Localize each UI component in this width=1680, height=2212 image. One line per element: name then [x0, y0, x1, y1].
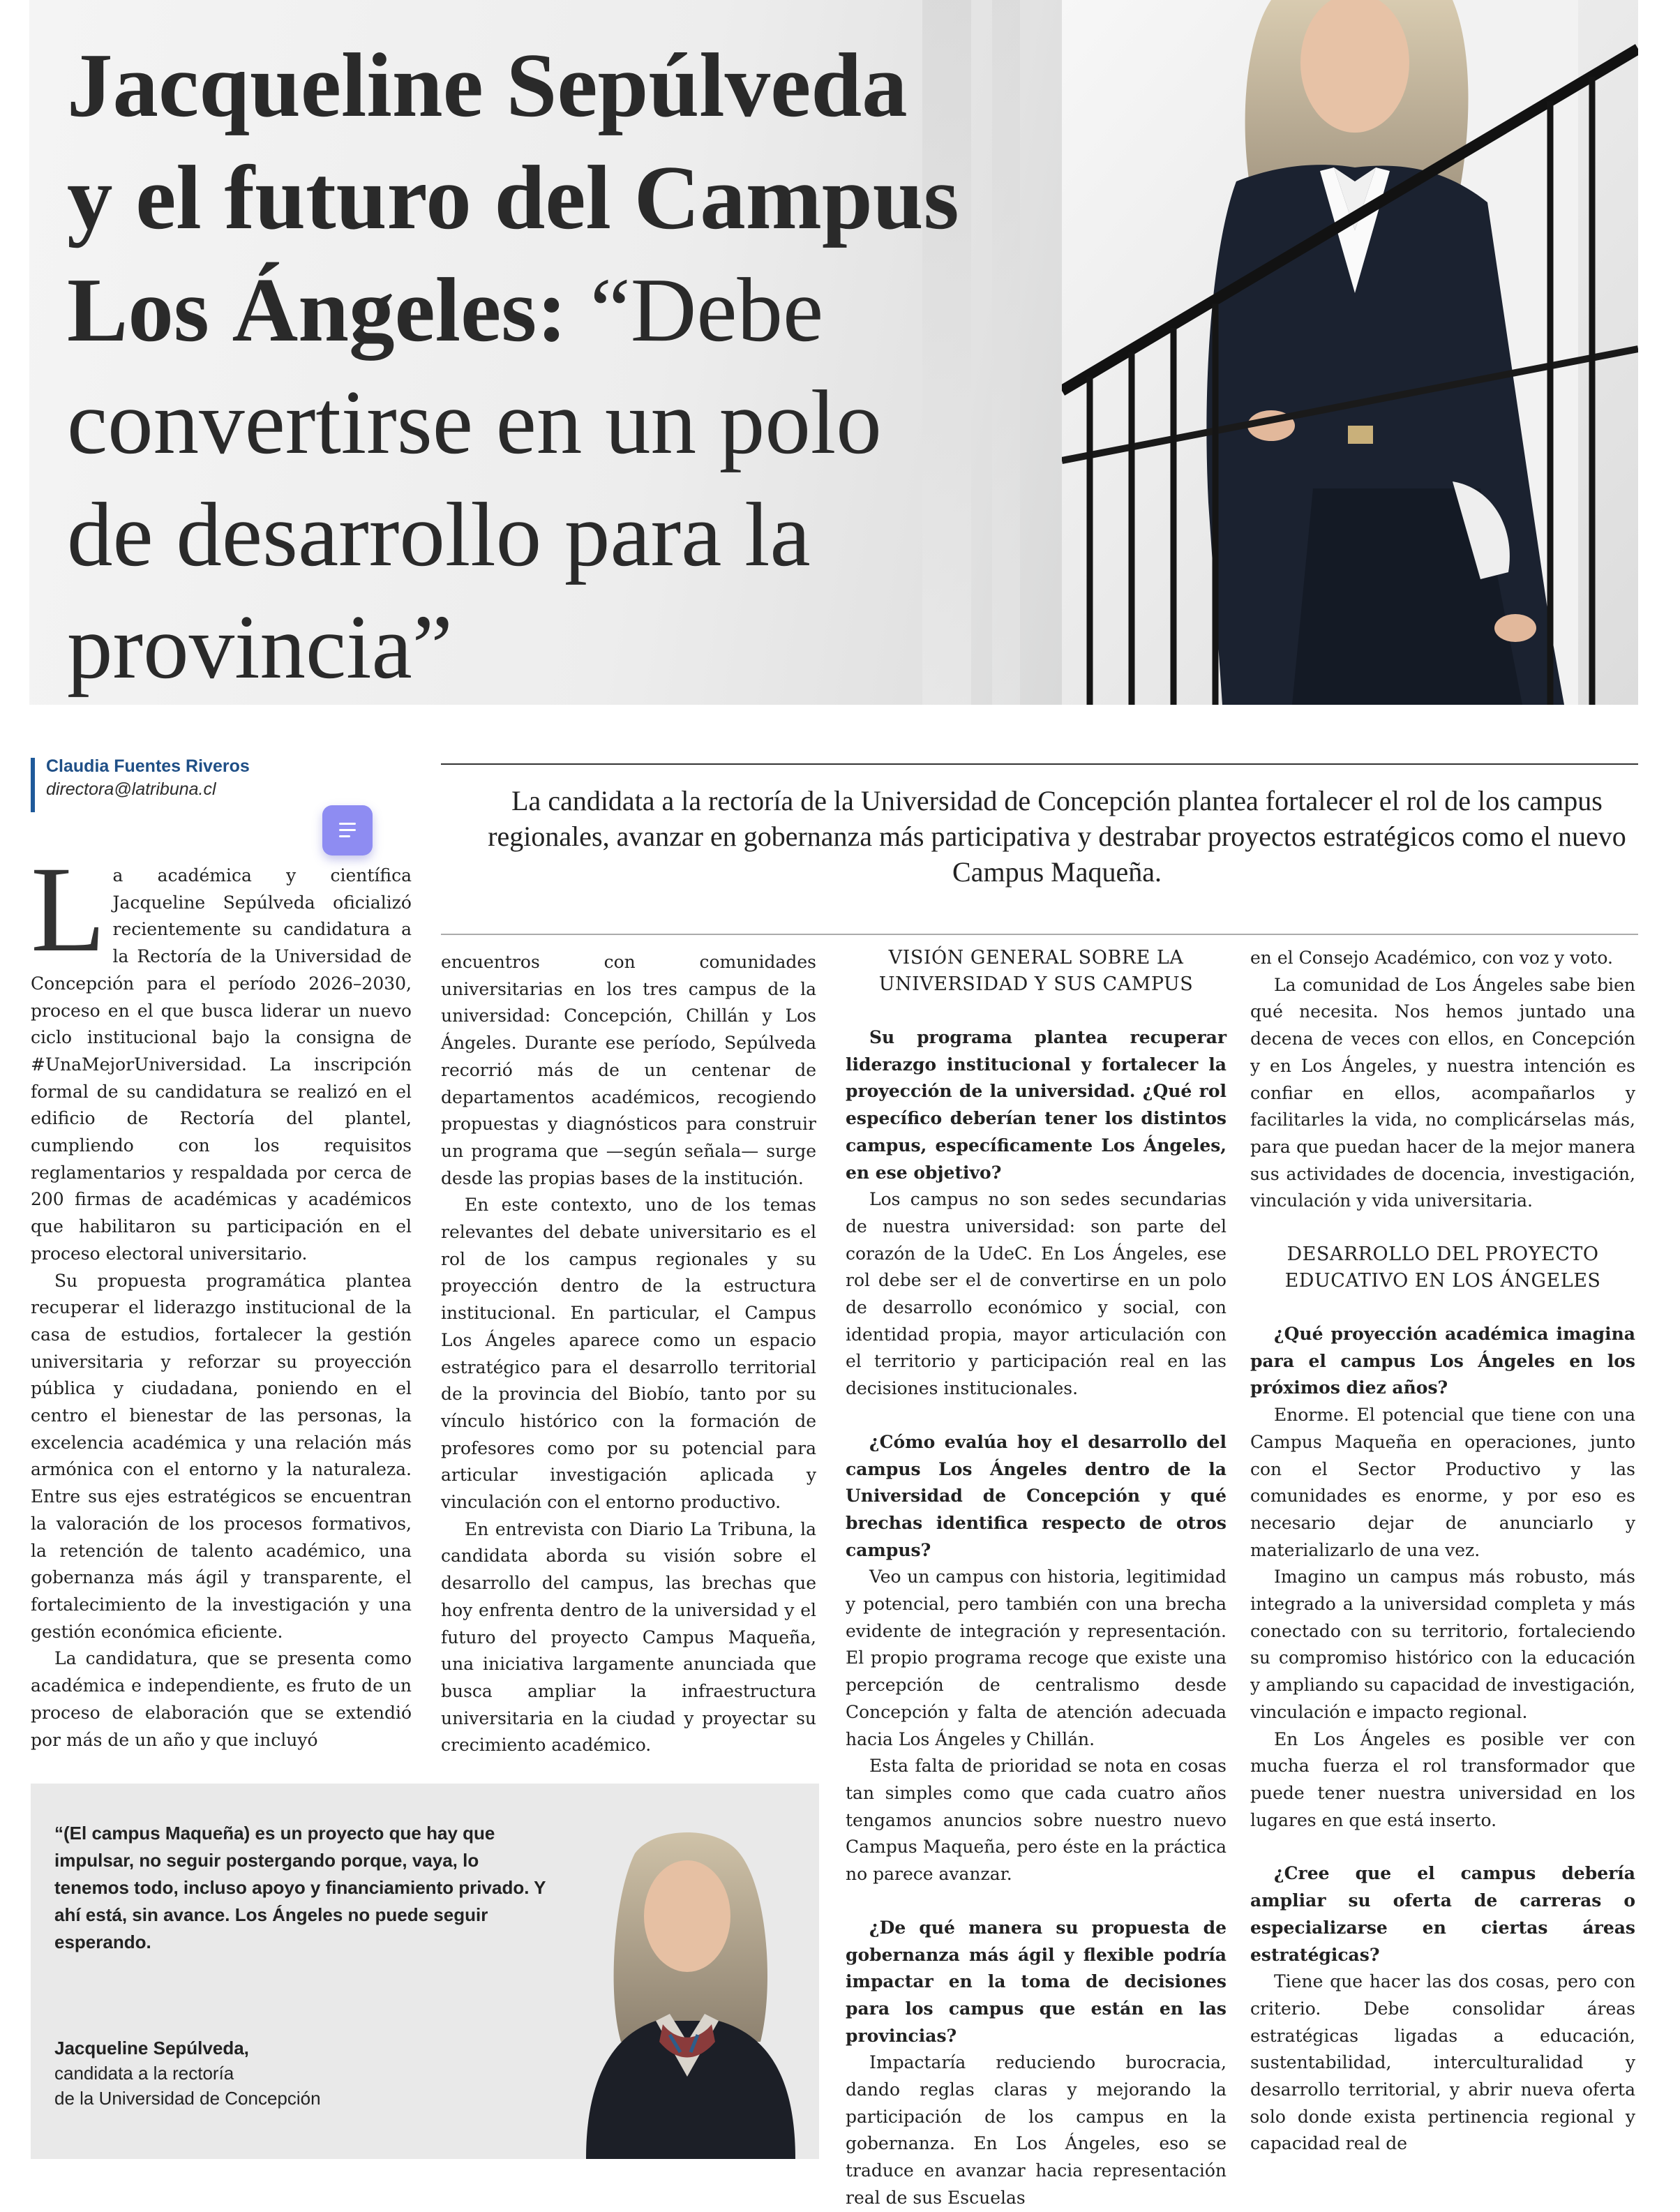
headline-line	[67, 260, 823, 361]
section-heading: VISIÓN GENERAL SOBRE LA UNIVERSIDAD Y SUS CAMPUS	[878, 947, 1194, 995]
paragraph	[31, 842, 412, 1268]
document-icon[interactable]	[322, 805, 373, 855]
portrait-photo	[1062, 0, 1638, 705]
headline-line: Jacqueline Sepúlveda	[67, 35, 908, 136]
byline-email[interactable]: directora@latribuna.cl	[46, 779, 216, 799]
interview-question: ¿Cómo evalúa hoy el desarrollo del campus Los Ángeles dentro de la Universidad de Concepción y qué brechas identifica respecto de otros campus?	[846, 1431, 1227, 1560]
interview-answer: Veo un campus con historia, legitimidad y potencial, pero también con una brecha evidente de integración y representación. El propio programa recoge que existe una percepción de centralismo desde Concepción y falta de atención adecuada hacia Los Ángeles y Chillán.	[846, 1567, 1227, 1749]
interview-answer: Tiene que hacer las dos cosas, pero con criterio. Debe consolidar áreas estratégicas ligadas a educación, sustentabilidad, interculturalidad y desarrollo territorial, y abrir nueva oferta solo donde exista pertinencia regional y capacidad real de	[1250, 1971, 1635, 2154]
paragraph: En este contexto, uno de los temas relevantes del debate universitario es el rol de los campus regionales y su proyección dentro de la estructura institucional. En particular, el Campus Los Ángeles aparece como un espacio estratégico para el desarrollo territorial de la provincia del Biobío, tanto por su vínculo histórico con la formación de profesores como por su potencial para articular investigación aplicada y vinculación con el entorno productivo.	[441, 1195, 816, 1513]
interview-question: ¿Qué proyección académica imagina para el campus Los Ángeles en los próximos diez años?	[1250, 1324, 1635, 1398]
column-rule	[441, 934, 1638, 935]
pull-quote-role: de la Universidad de Concepción	[54, 2088, 321, 2109]
article-column-1	[31, 842, 412, 1754]
deck-rule	[441, 763, 1638, 765]
headline-line-regular: “Debe	[590, 260, 824, 361]
pull-quote-portrait	[558, 1811, 819, 2159]
interview-answer: Los campus no son sedes secundarias de nuestra universidad: son parte del corazón de la UdeC. En Los Ángeles, ese rol debe ser el de convertirse en un polo de desarrollo económico y social, con identidad propia, mayor articulación con el territorio y participación real en las decisiones institucionales.	[846, 1189, 1227, 1399]
paragraph-text: a académica y científica Jacqueline Sepúlveda oficializó recientemente su candidatura a la Rectoría de la Universidad de Concepción para el período 2026–2030, proceso en el que busca liderar un nuevo ciclo institucional bajo la consigna de #UnaMejorUniversidad. La inscripción formal de su candidatura se realizó en el edificio de Rectoría del plantel, cumpliendo con los requisitos reglamentarios y respaldada por cerca de 200 firmas de académicas y académicos que habilitaron su participación en el proceso electoral universitario.	[31, 865, 412, 1264]
interview-answer: En Los Ángeles es posible ver con mucha fuerza el rol transformador que puede tener nuestra universidad en los lugares en que está inserto.	[1250, 1728, 1635, 1830]
byline-author: Claudia Fuentes Riveros	[46, 756, 250, 776]
article-column-2	[441, 949, 816, 1759]
byline-accent-bar	[31, 758, 35, 812]
paragraph: La candidatura, que se presenta como académica e independiente, es fruto de un proceso de elaboración que se extendió por más de un año y que incluyó	[31, 1648, 412, 1750]
hero-image	[29, 0, 1638, 705]
article-column-4	[1250, 945, 1635, 2158]
headline-line: de desarrollo para la	[67, 484, 811, 585]
pull-quote-name: Jacqueline Sepúlveda,	[54, 2038, 249, 2058]
headline-line-bold: Los Ángeles:	[67, 260, 590, 361]
pull-quote-box	[31, 1784, 819, 2159]
article-deck: La candidata a la rectoría de la Universidad de Concepción plantea fortalecer el rol de los campus regionales, avanzar en gobernanza más participativa y destrabar proyectos estratégicos como el nuevo Campus Maqueña.	[488, 785, 1626, 888]
headline-line: y el futuro del Campus	[67, 147, 959, 248]
section-heading: DESARROLLO DEL PROYECTO EDUCATIVO EN LOS ÁNGELES	[1284, 1243, 1601, 1292]
headline	[67, 29, 1100, 703]
interview-answer: La comunidad de Los Ángeles sabe bien qué necesita. Nos hemos juntado una decena de veces con ellos, en Concepción y en Los Ángeles, y nuestra intención es confiar en ellos, acompañarlos y facilitarles la vida, no complicárselas más, para que puedan hacer de la mejor manera sus actividades de docencia, investigación, vinculación y vida universitaria.	[1250, 974, 1635, 1211]
interview-answer: en el Consejo Académico, con voz y voto.	[1250, 948, 1613, 968]
paragraph: Su propuesta programática plantea recuperar el liderazgo institucional de la casa de estudios, fortalecer la gestión universitaria y reforzar su proyección pública y ciudadana, poniendo en el centro el bienestar de las personas, la excelencia académica y una relación más armónica con el entorno y la naturaleza. Entre sus ejes estratégicos se encuentran la valoración de los procesos formativos, la retención de talento académico, una gobernanza más ágil y transparente, el fortalecimiento de la investigación y una gestión económica eficiente.	[31, 1270, 412, 1642]
paragraph: encuentros con comunidades universitarias en los tres campus de la universidad: Concepción, Chillán y Los Ángeles. Durante ese período, Sepúlveda recorrió más de un centenar de departamentos académicos, recogiendo propuestas y diagnósticos para construir un programa que —según señala— surge desde las propias bases de la institución.	[441, 952, 816, 1188]
interview-question: Su programa plantea recuperar liderazgo institucional y fortalecer la proyección de la universidad. ¿Qué rol específico deberían tener los distintos campus, específicamente Los Ángeles, en ese objetivo?	[846, 1027, 1227, 1183]
headline-line: provincia”	[67, 597, 453, 698]
pull-quote-text: “(El campus Maqueña) es un proyecto que hay que impulsar, no seguir postergando porque, vaya, lo tenemos todo, incluso apoyo y financiamiento privado. Y ahí está, sin avance. Los Ángeles no puede seguir esperando.	[54, 1823, 546, 1952]
interview-question: ¿Cree que el campus debería ampliar su oferta de carreras o especializarse en ciertas áreas estratégicas?	[1250, 1863, 1635, 1965]
paragraph: En entrevista con Diario La Tribuna, la candidata aborda su visión sobre el desarrollo del campus, las brechas que hoy enfrenta dentro de la universidad y el futuro del proyecto Campus Maqueña, una iniciativa largamente anunciada que busca ampliar la infraestructura universitaria en la ciudad y proyectar su crecimiento académico.	[441, 1518, 816, 1756]
interview-question: ¿De qué manera su propuesta de gobernanza más ágil y flexible podría impactar en la toma de decisiones para los campus que están en las provincias?	[846, 1917, 1227, 2046]
headline-line: convertirse en un polo	[67, 372, 882, 473]
drop-cap: L	[31, 842, 106, 978]
interview-answer: Imagino un campus más robusto, más integrado a la universidad completa y más conectado con su territorio, fortaleciendo su compromiso histórico con la educación y ampliando su capacidad de investigación, vinculación e impacto regional.	[1250, 1567, 1635, 1722]
interview-answer: Esta falta de prioridad se nota en cosas tan simples como que cada cuatro años tengamos anuncios sobre nuestro nuevo Campus Maqueña, pero éste en la práctica no parece avanzar.	[846, 1756, 1227, 1885]
interview-answer: Enorme. El potencial que tiene con una Campus Maqueña en operaciones, junto con el Sector Productivo y las comunidades es enorme, y por eso es necesario dejar de anunciarlo y materializarlo de una vez.	[1250, 1405, 1635, 1560]
pull-quote-role: candidata a la rectoría	[54, 2063, 234, 2084]
interview-answer: Impactaría reduciendo burocracia, dando reglas claras y mejorando la participación de los campus en la gobernanza. En Los Ángeles, eso se traduce en avanzar hacia representación real de sus Escuelas	[846, 2052, 1227, 2208]
article-column-3	[846, 945, 1227, 2212]
